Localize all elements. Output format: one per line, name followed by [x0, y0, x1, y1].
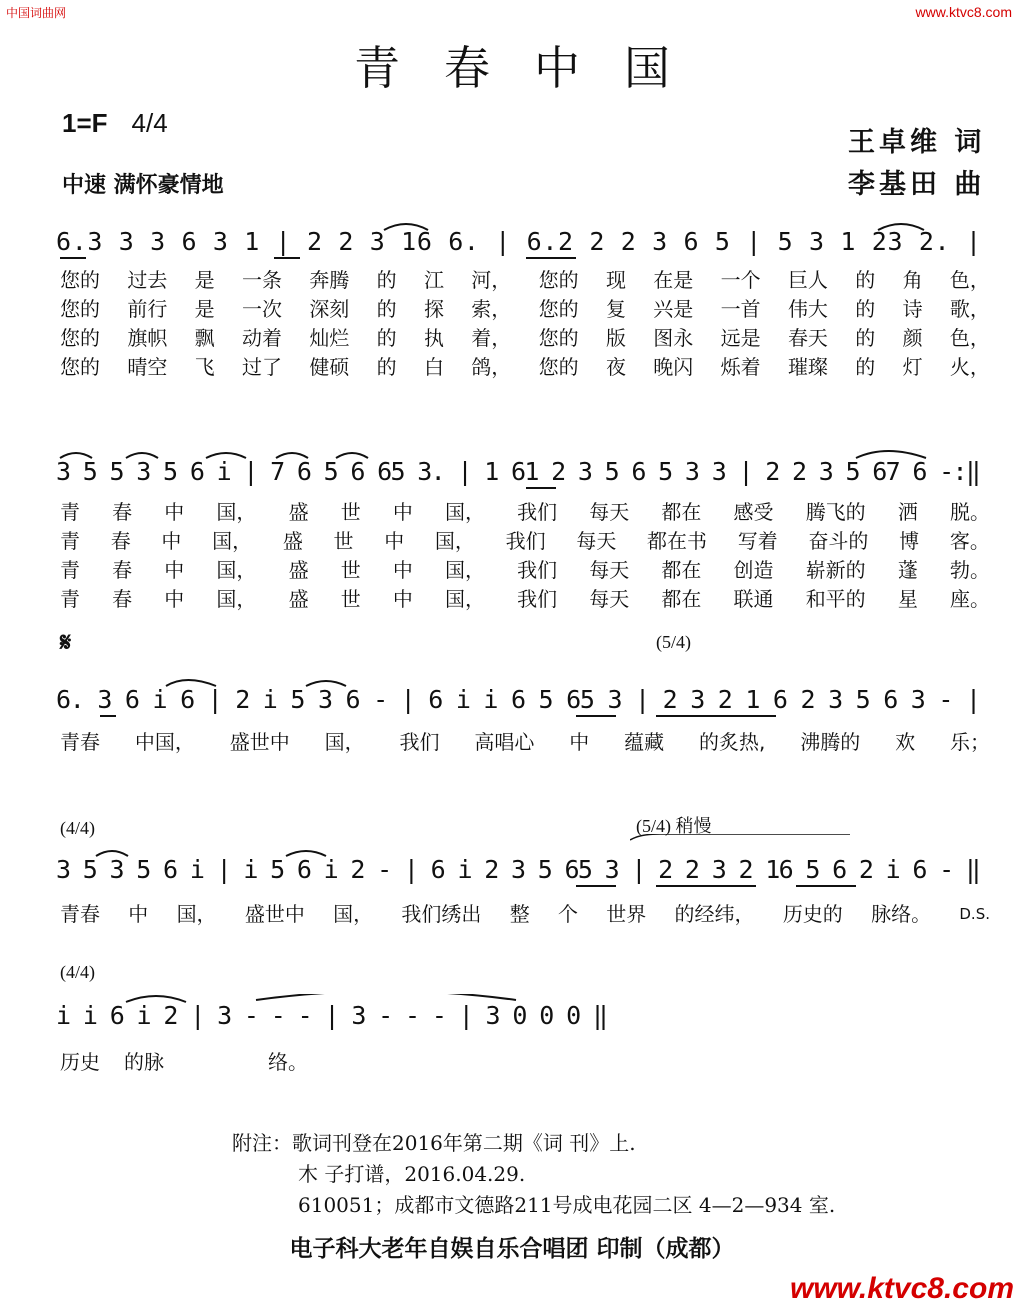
notation-system-1	[56, 220, 991, 270]
numbered-notes: 6.3 3 3 6 3 1 | 2 2 3 16 6. | 6.2 2 2 3 6 5 | 5 3 1 23 2. |	[56, 227, 981, 256]
time-signature: 4/4	[131, 108, 168, 138]
numbered-notes: 3 5 3 5 6 i | i 5 6 i 2 - | 6 i 2 3 5 65 3 | 2 2 3 2 16 5 6 2 i 6 - ‖	[56, 855, 981, 884]
chorus-line-2: 青 春 中 国， 盛 世 中 国， 我们 每天 都在书 写着 奋斗的 博 客。	[60, 529, 990, 553]
numbered-notes: i i 6 i 2 | 3 - - - | 3 - - - | 3 0 0 0 ‖	[56, 1001, 608, 1030]
numbered-notes: 6. 3 6 i 6 | 2 i 5 3 6 - | 6 i i 6 5 65 3 | 2 3 2 1 6 2 3 5 6 3 - |	[56, 685, 981, 714]
lyrics-line-4: 青春 中 国， 盛世中 国， 我们绣出 整 个 世界 的经纬， 历史的 脉络。 D.S.	[60, 902, 990, 926]
verse-line-4: 您的 晴空 飞 过了 健硕 的 白 鸽， 您的 夜 晚闪 烁着 璀璨 的 灯 火，	[60, 355, 990, 379]
meter-change-5-4: (5/4)	[656, 632, 691, 652]
segno-sign: 𝄋	[60, 628, 72, 657]
watermark-site-right: www.ktvc8.com	[915, 4, 1012, 20]
verse-line-1: 您的 过去 是 一条 奔腾 的 江 河， 您的 现 在是 一个 巨人 的 角 色，	[60, 268, 990, 292]
key-signature	[62, 108, 168, 139]
footnote-line-3: 610051；成都市文德路211号成电花园二区 4—2—934 室.	[298, 1193, 836, 1217]
tempo-marking: 中速 满怀豪情地	[62, 173, 224, 198]
key-label: 1=F	[62, 108, 108, 138]
footnote-line-1: 附注：歌词刊登在2016年第二期《词 刊》上.	[232, 1131, 636, 1155]
composer-credit: 李基田 曲	[848, 169, 986, 200]
notation-system-3	[56, 678, 991, 728]
footnote-line-2: 木 子打谱，2016.04.29.	[298, 1162, 526, 1186]
notation-system-5	[56, 994, 616, 1044]
slow-bracket-line	[630, 834, 860, 842]
meter-change-5-4-slow: (5/4) 稍慢	[636, 816, 712, 836]
printed-by: 电子科大老年自娱自乐合唱团 印制（成都）	[289, 1236, 735, 1262]
chorus-lyrics	[60, 498, 990, 614]
chorus-line-4: 青 春 中 国， 盛 世 中 国， 我们 每天 都在 联通 和平的 星 座。	[60, 587, 990, 611]
verse-line-3: 您的 旗帜 飘 动着 灿烂 的 执 着， 您的 版 图永 远是 春天 的 颜 色，	[60, 326, 990, 350]
chorus-line-1: 青 春 中 国， 盛 世 中 国， 我们 每天 都在 感受 腾飞的 洒 脱。	[60, 500, 990, 524]
watermark-site-left: 中国词曲网	[6, 6, 67, 20]
song-title: 青春中国	[354, 41, 714, 95]
chorus-line-3: 青 春 中 国， 盛 世 中 国， 我们 每天 都在 创造 崭新的 蓬 勃。	[60, 558, 990, 582]
verse-lyrics	[60, 266, 990, 382]
meter-change-4-4: (4/4)	[60, 818, 95, 838]
lyrics-line-5: 历史 的脉 络。	[60, 1050, 308, 1074]
verse-line-2: 您的 前行 是 一次 深刻 的 探 索， 您的 复 兴是 一首 伟大 的 诗 歌，	[60, 297, 990, 321]
footnote-block	[232, 1128, 835, 1221]
watermark-site-bottom: www.ktvc8.com	[790, 1272, 1014, 1305]
notation-system-4	[56, 848, 991, 898]
notation-system-2	[56, 450, 991, 500]
lyrics-line-3: 青春 中国， 盛世中 国， 我们 高唱心 中 蕴藏 的炙热, 沸腾的 欢 乐；	[60, 730, 990, 754]
meter-change-4-4-end: (4/4)	[60, 962, 95, 982]
lyricist-credit: 王卓维 词	[848, 127, 986, 158]
numbered-notes: 3 5 5 3 5 6 i | 7 6 5 6 65 3. | 1 61 2 3 5 6 5 3 3 | 2 2 3 5 67 6 -:‖	[56, 457, 981, 486]
